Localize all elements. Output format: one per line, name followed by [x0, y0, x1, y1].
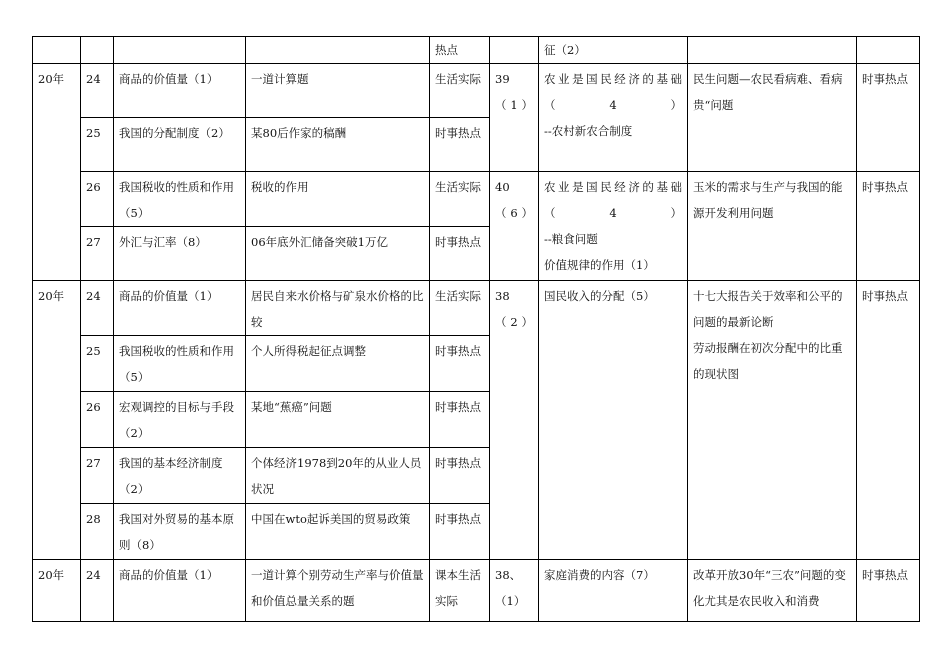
number-cell: 26 [81, 172, 114, 227]
subjective-point-cell: 国民收入的分配（5） [539, 281, 688, 560]
case-cell: 某80后作家的稿酬 [246, 118, 430, 172]
type-cell: 时事热点 [857, 281, 920, 560]
type-cell: 时事热点 [857, 172, 920, 281]
subjective-line: 价值规律的作用（1） [544, 258, 655, 272]
question-number-cell: 40（6） [490, 172, 539, 281]
number-cell [81, 37, 114, 64]
knowledge-point-cell: 我国的分配制度（2） [114, 118, 246, 172]
case-cell: 税收的作用 [246, 172, 430, 227]
case-cell: 个体经济1978到20年的从业人员状况 [246, 448, 430, 504]
type-cell: 时事热点 [430, 392, 490, 448]
type-cell: 热点 [430, 37, 490, 64]
table-row [33, 37, 920, 64]
type-cell: 时事热点 [430, 504, 490, 560]
year-cell: 20年 [33, 64, 81, 281]
table-row [33, 560, 920, 622]
case-cell: 某地“蕉癌”问题 [246, 392, 430, 448]
subjective-point-cell [539, 172, 688, 281]
question-number-cell: 39（1） [490, 64, 539, 172]
number-cell: 24 [81, 281, 114, 336]
knowledge-point-cell: 商品的价值量（1） [114, 560, 246, 622]
background-line: 十七大报告关于效率和公平的问题的最新论断 [693, 289, 843, 329]
type-cell: 时事热点 [430, 448, 490, 504]
knowledge-point-cell: 我国税收的性质和作用（5） [114, 172, 246, 227]
type-cell: 时事热点 [430, 227, 490, 281]
type-cell: 生活实际 [430, 281, 490, 336]
number-cell: 26 [81, 392, 114, 448]
exam-analysis-table [32, 36, 920, 622]
subjective-line: 农业是国民经济的基础（4） [544, 72, 682, 112]
number-cell: 24 [81, 64, 114, 118]
year-cell: 20年 [33, 281, 81, 560]
question-number-cell: 38、（1） [490, 560, 539, 622]
subjective-line: --农村新农合制度 [544, 124, 633, 138]
background-cell: 玉米的需求与生产与我国的能源开发利用问题 [688, 172, 857, 281]
type-cell: 时事热点 [857, 64, 920, 172]
subjective-point-cell: 征（2） [539, 37, 688, 64]
number-cell: 25 [81, 336, 114, 392]
number-cell: 27 [81, 448, 114, 504]
subjective-line: --粮食问题 [544, 232, 598, 246]
year-cell: 20年 [33, 560, 81, 622]
year-cell [33, 37, 81, 64]
background-cell [688, 37, 857, 64]
type-cell: 生活实际 [430, 172, 490, 227]
subjective-point-cell: 家庭消费的内容（7） [539, 560, 688, 622]
type-cell [857, 37, 920, 64]
number-cell: 27 [81, 227, 114, 281]
knowledge-point-cell: 我国的基本经济制度（2） [114, 448, 246, 504]
table-row [33, 281, 920, 336]
case-cell: 个人所得税起征点调整 [246, 336, 430, 392]
table-row [33, 172, 920, 227]
background-cell: 民生问题—农民看病难、看病贵“问题 [688, 64, 857, 172]
type-cell: 课本生活实际 [430, 560, 490, 622]
number-cell: 28 [81, 504, 114, 560]
case-cell [246, 37, 430, 64]
type-cell: 时事热点 [857, 560, 920, 622]
case-cell: 中国在wto起诉美国的贸易政策 [246, 504, 430, 560]
background-cell [688, 281, 857, 560]
question-number-cell: 38（2） [490, 281, 539, 560]
table-row [33, 64, 920, 118]
number-cell: 25 [81, 118, 114, 172]
type-cell: 生活实际 [430, 64, 490, 118]
knowledge-point-cell: 宏观调控的目标与手段（2） [114, 392, 246, 448]
subjective-line: 农业是国民经济的基础（4） [544, 180, 682, 220]
case-cell: 居民自来水价格与矿泉水价格的比较 [246, 281, 430, 336]
knowledge-point-cell: 我国对外贸易的基本原则（8） [114, 504, 246, 560]
subjective-point-cell [539, 64, 688, 172]
background-line: 劳动报酬在初次分配中的比重的现状图 [693, 341, 843, 381]
knowledge-point-cell [114, 37, 246, 64]
type-cell: 时事热点 [430, 118, 490, 172]
case-cell: 06年底外汇储备突破1万亿 [246, 227, 430, 281]
knowledge-point-cell: 外汇与汇率（8） [114, 227, 246, 281]
background-cell: 改革开放30年“三农”问题的变化尤其是农民收入和消费 [688, 560, 857, 622]
knowledge-point-cell: 我国税收的性质和作用（5） [114, 336, 246, 392]
type-cell: 时事热点 [430, 336, 490, 392]
number-cell: 24 [81, 560, 114, 622]
knowledge-point-cell: 商品的价值量（1） [114, 64, 246, 118]
case-cell: 一道计算题 [246, 64, 430, 118]
knowledge-point-cell: 商品的价值量（1） [114, 281, 246, 336]
case-cell: 一道计算个别劳动生产率与价值量和价值总量关系的题 [246, 560, 430, 622]
question-number-cell [490, 37, 539, 64]
